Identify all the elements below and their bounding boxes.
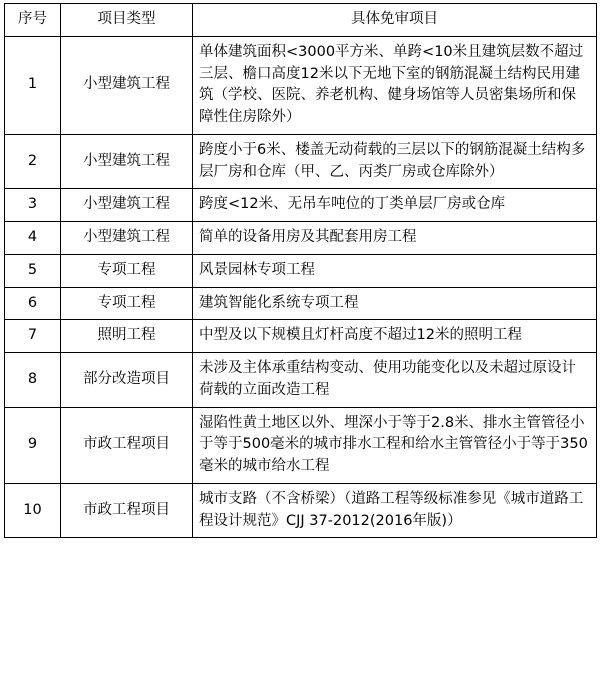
row-project-item: 湿陷性黄土地区以外、埋深小于等于2.8米、排水主管管径小于等于500毫米的城市排水工程和给水主管管径小于等于350毫米的城市给水工程	[193, 407, 597, 483]
table-row	[5, 320, 597, 353]
row-project-type: 市政工程项目	[61, 483, 193, 538]
table-row	[5, 483, 597, 538]
table-row	[5, 407, 597, 483]
row-number: 9	[5, 407, 61, 483]
row-number: 5	[5, 254, 61, 287]
row-number: 1	[5, 36, 61, 134]
row-project-item: 未涉及主体承重结构变动、使用功能变化以及未超过原设计荷载的立面改造工程	[193, 353, 597, 408]
row-project-item: 单体建筑面积<3000平方米、单跨<10米且建筑层数不超过三层、檐口高度12米以下无地下室的钢筋混凝土结构民用建筑（学校、医院、养老机构、健身场馆等人员密集场所和保障性住房除外）	[193, 36, 597, 134]
row-number: 10	[5, 483, 61, 538]
row-project-type: 小型建筑工程	[61, 189, 193, 222]
table-row	[5, 36, 597, 134]
row-number: 4	[5, 222, 61, 255]
row-number: 7	[5, 320, 61, 353]
row-number: 6	[5, 287, 61, 320]
table-row	[5, 353, 597, 408]
row-project-type: 专项工程	[61, 254, 193, 287]
table-row	[5, 189, 597, 222]
row-project-type: 部分改造项目	[61, 353, 193, 408]
row-project-item: 建筑智能化系统专项工程	[193, 287, 597, 320]
table-header-row	[5, 4, 597, 37]
exempt-projects-table	[4, 3, 597, 538]
column-header-type: 项目类型	[61, 4, 193, 37]
table-row	[5, 254, 597, 287]
row-project-type: 市政工程项目	[61, 407, 193, 483]
row-project-type: 专项工程	[61, 287, 193, 320]
column-header-item: 具体免审项目	[193, 4, 597, 37]
row-number: 8	[5, 353, 61, 408]
table-row	[5, 222, 597, 255]
row-project-item: 城市支路（不含桥梁）（道路工程等级标准参见《城市道路工程设计规范》CJJ 37-2012(2016年版)）	[193, 483, 597, 538]
table-row	[5, 134, 597, 189]
row-project-type: 照明工程	[61, 320, 193, 353]
row-project-type: 小型建筑工程	[61, 134, 193, 189]
table-header	[5, 4, 597, 37]
table-row	[5, 287, 597, 320]
row-project-item: 跨度小于6米、楼盖无动荷载的三层以下的钢筋混凝土结构多层厂房和仓库（甲、乙、丙类厂房或仓库除外）	[193, 134, 597, 189]
row-project-item: 跨度<12米、无吊车吨位的丁类单层厂房或仓库	[193, 189, 597, 222]
table-body	[5, 36, 597, 538]
column-header-no: 序号	[5, 4, 61, 37]
row-number: 2	[5, 134, 61, 189]
row-project-type: 小型建筑工程	[61, 36, 193, 134]
row-project-item: 中型及以下规模且灯杆高度不超过12米的照明工程	[193, 320, 597, 353]
row-project-item: 简单的设备用房及其配套用房工程	[193, 222, 597, 255]
row-project-type: 小型建筑工程	[61, 222, 193, 255]
row-number: 3	[5, 189, 61, 222]
row-project-item: 风景园林专项工程	[193, 254, 597, 287]
